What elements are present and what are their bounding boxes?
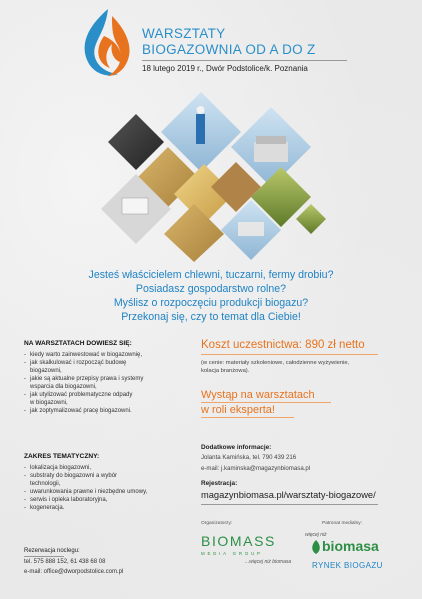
topics-item-text: - kogeneracja. (30, 505, 65, 511)
topics-list (24, 464, 184, 512)
registration-title: Rejestracja: (201, 480, 238, 487)
organizers-label: Organizatorzy: (201, 521, 233, 526)
learn-item (24, 359, 184, 375)
worker-figure (196, 114, 205, 144)
title-divider (142, 60, 347, 61)
learn-item (24, 407, 184, 415)
learn-item-text: - kiedy warto zainwestować w biogazownię, (30, 352, 143, 358)
learn-item (24, 351, 184, 359)
learn-item-text: wsparcia dla biogazowni, (30, 384, 97, 390)
cost-label: Koszt uczestnictwa: 890 zł netto (201, 339, 365, 351)
learn-item-text: w biogazowni, (30, 400, 68, 406)
headline-cta: Przekonaj się, czy to temat dla Ciebie! (121, 311, 301, 323)
speaker-underline1 (201, 402, 331, 403)
magazine-tagline: więcej niż (305, 532, 327, 538)
cost-note (201, 360, 391, 375)
event-title-line2: BIOGAZOWNIA OD A DO Z (142, 42, 316, 57)
headline-question-1: Jesteś właścicielem chlewni, tuczarni, fermy drobiu? (88, 269, 334, 281)
contact-title: Dodatkowe informacje: (201, 444, 272, 451)
cost-note-line2: kolacja branżowa). (201, 367, 250, 374)
learn-item-text: biogazowni, (30, 368, 62, 374)
accommodation-email[interactable]: e-mail: office@dworpodstolice.com.pl (24, 569, 124, 575)
accommodation-title: Rezerwacja noclegu: (24, 548, 80, 554)
biomass-media-group-sub: MEDIA GROUP (201, 551, 263, 556)
topics-item-text: - lokalizacja biogazowni, (30, 465, 92, 471)
accommodation-divider (24, 556, 64, 557)
headline-question-3: Myślisz o rozpoczęciu produkcji biogazu? (113, 297, 309, 309)
biomasa-magazine-logo: biomasa (322, 538, 379, 554)
event-date-location: 18 lutego 2019 r., Dwór Podstolice/k. Poznania (142, 64, 308, 73)
topics-item (24, 496, 184, 504)
speaker-line1: Wystąp na warsztatach (201, 389, 315, 401)
biomass-media-group-logo: BIOMASS (201, 533, 276, 549)
topics-item (24, 488, 184, 496)
learn-section-title: NA WARSZTATACH DOWIESZ SIĘ: (24, 340, 132, 347)
topics-item-text: - substraty do biogazowni a wybór (30, 473, 118, 479)
media-patron-label: Patronat medialny: (322, 521, 362, 526)
leaf-icon (310, 539, 322, 555)
speaker-line2[interactable]: w roli eksperta! (201, 404, 275, 416)
accommodation-phone: tel. 575 888 152, 61 438 68 08 (24, 559, 106, 565)
biomass-tagline: ...więcej niż biomasa (245, 559, 292, 565)
learn-item (24, 375, 184, 391)
event-title-line1: WARSZTATY (142, 26, 226, 41)
topics-item-text: - serwis i opieka laboratoryjna, (30, 497, 108, 503)
topics-item-text: - uwarunkowania prawne i niezbędne umowy, (30, 489, 148, 495)
photo-tractor (296, 204, 326, 234)
registration-link[interactable]: magazynbiomasa.pl/warsztaty-biogazowe/ (201, 490, 376, 500)
learn-item-text: - jak utylizować problematyczne odpady (30, 392, 133, 398)
headline-question-2: Posiadasz gospodarstwo rolne? (135, 283, 287, 295)
learn-item (24, 391, 184, 407)
topics-item (24, 472, 184, 488)
speaker-underline2 (201, 417, 294, 418)
cost-underline (201, 354, 378, 355)
learn-list (24, 351, 184, 415)
contact-email[interactable]: e-mail: j.kaminska@magazynbiomasa.pl (201, 465, 311, 472)
learn-item-text: - jak skalkulować i rozpocząć budowę (30, 360, 127, 366)
topics-item (24, 464, 184, 472)
contact-name-phone: Jolanta Kamińska, tel. 790 439 216 (201, 454, 297, 461)
registration-divider (201, 504, 378, 505)
flame-logo-icon (78, 6, 138, 80)
cost-note-line1: (w cenie: materiały szkoleniowe, całodzienne wyżywienie, (201, 360, 350, 366)
photo-collage (96, 92, 326, 262)
learn-item-text: - jakie są aktualne przepisy prawa i systemy (30, 376, 144, 382)
topics-section-title: ZAKRES TEMATYCZNY: (24, 453, 100, 460)
rynek-biogazu-logo: RYNEK BIOGAZU (312, 561, 383, 570)
topics-item (24, 504, 184, 512)
topics-item-text: technologii, (30, 481, 61, 487)
learn-item-text: - jak zoptymalizować pracę biogazowni. (30, 408, 132, 414)
